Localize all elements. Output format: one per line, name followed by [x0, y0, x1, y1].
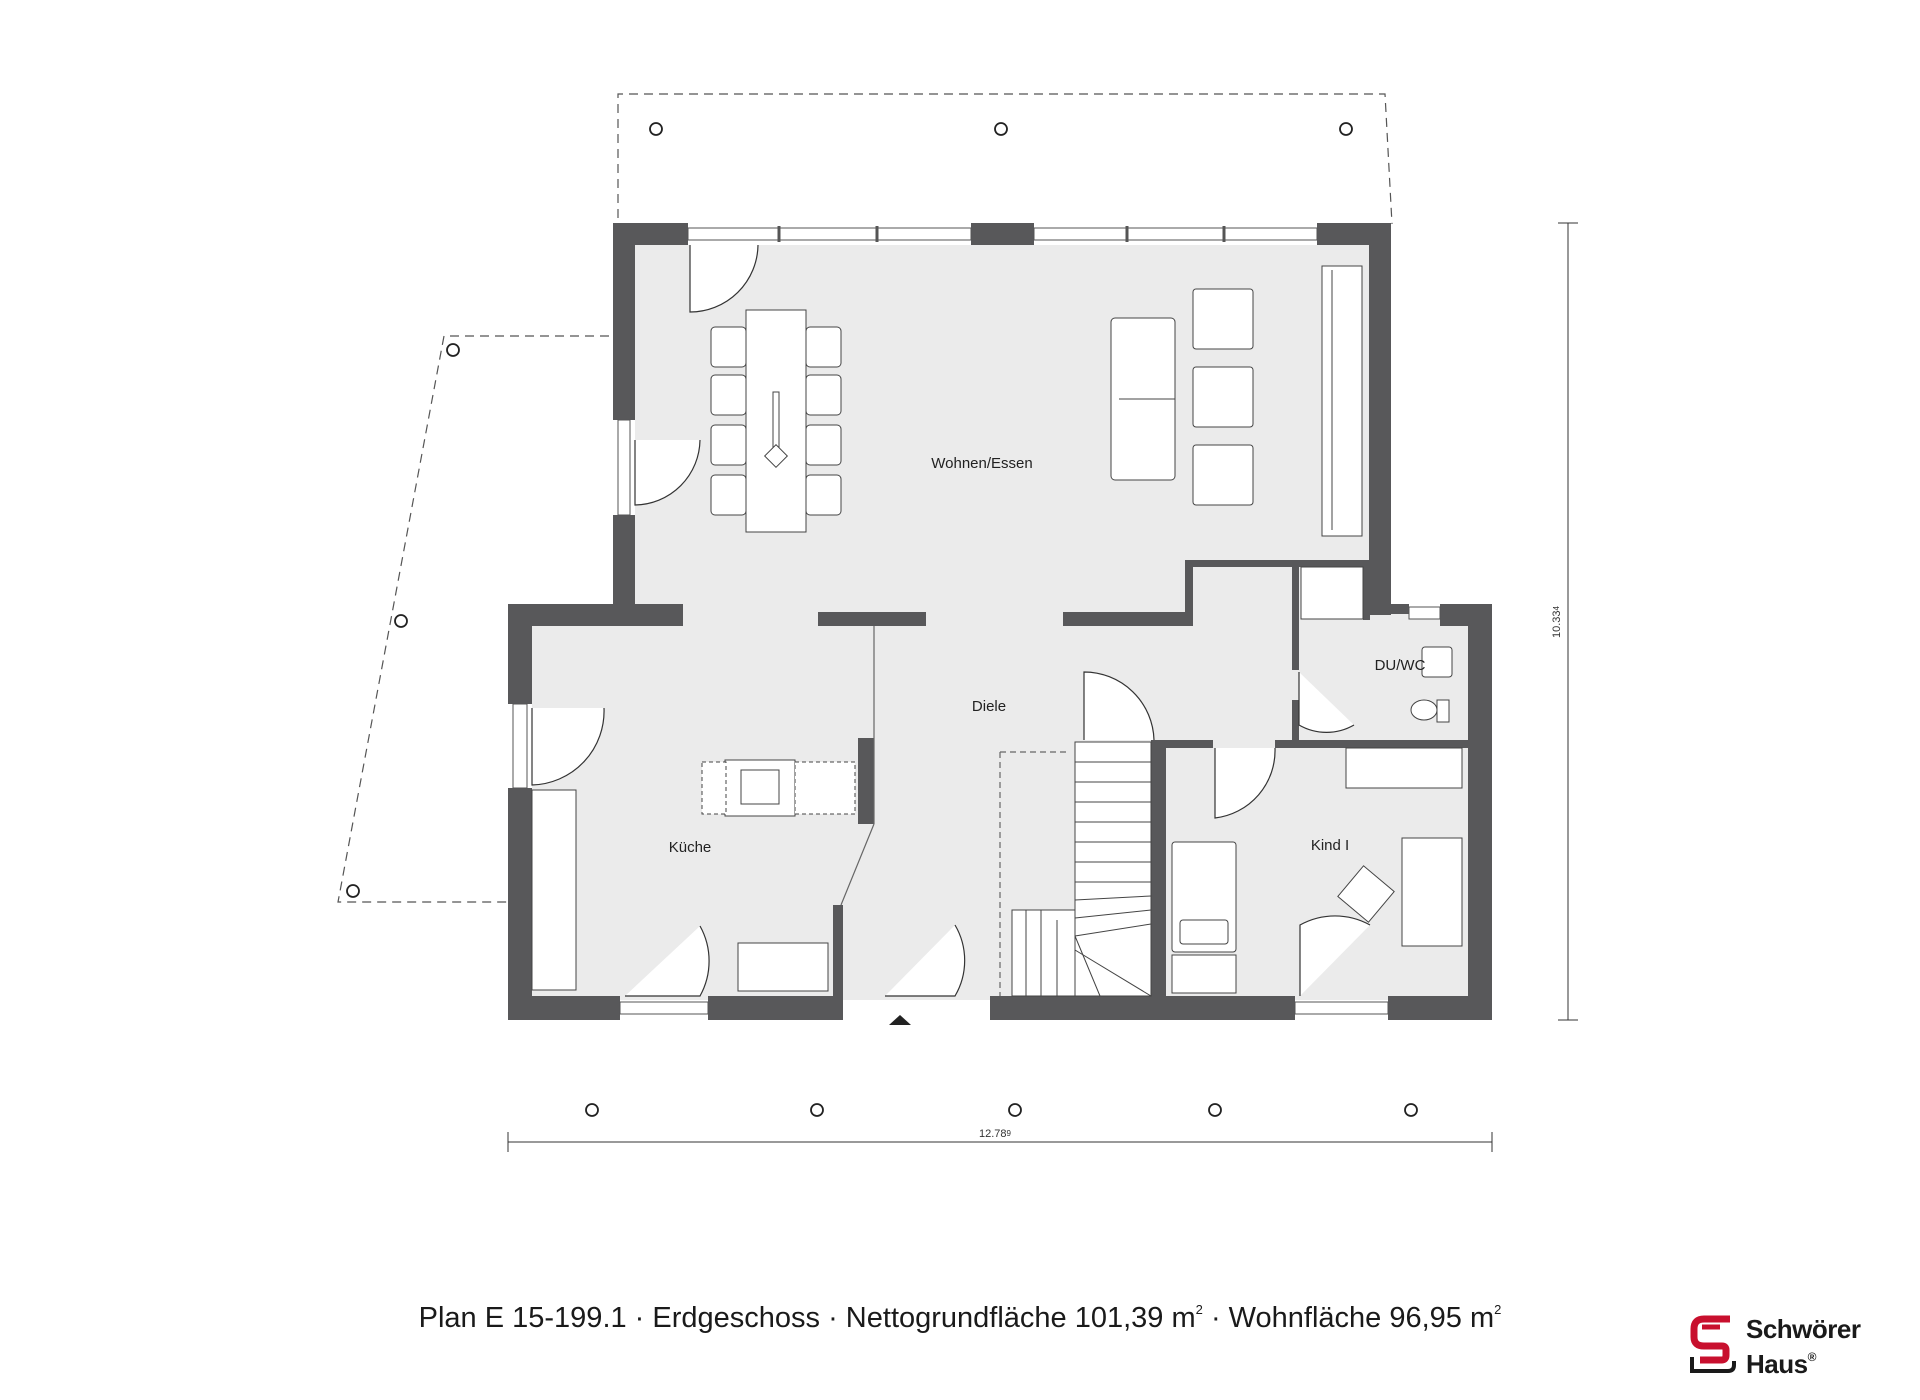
window: [1295, 1002, 1388, 1014]
post-circle: [811, 1104, 823, 1116]
north-terrace-outline: [618, 94, 1392, 233]
width-dimension-value: 12.78: [979, 1128, 1007, 1140]
chair: [711, 327, 746, 367]
chair: [711, 475, 746, 515]
room-label-kind-i: Kind I: [1310, 837, 1350, 854]
caption-text-1: Plan E 15-199.1 · Erdgeschoss · Nettogrundfläche 101,39 m: [418, 1302, 1196, 1334]
post-circle: [586, 1104, 598, 1116]
wall: [990, 996, 1295, 1020]
height-dimension-value: 10.33: [1551, 610, 1563, 638]
bar-stool: [702, 762, 726, 814]
wall: [1158, 740, 1213, 748]
room-label-du-wc: DU/WC: [1374, 657, 1426, 674]
counter: [532, 790, 576, 990]
chair: [711, 375, 746, 415]
height-dimension-sup: 4: [1552, 606, 1561, 611]
wall: [1275, 740, 1299, 748]
wall: [508, 788, 532, 1020]
wall: [613, 223, 635, 420]
logo-line-1: Schwörer: [1746, 1314, 1861, 1344]
wall: [1158, 740, 1166, 996]
wall: [971, 223, 1034, 245]
window: [1034, 228, 1317, 240]
wall: [1468, 604, 1492, 1020]
post-circle: [1009, 1104, 1021, 1116]
post-circle: [1209, 1104, 1221, 1116]
height-dimension-label: [1551, 605, 1563, 638]
wall: [1440, 604, 1492, 626]
desk: [1402, 838, 1462, 946]
wall: [1151, 740, 1159, 996]
wardrobe: [1346, 748, 1462, 788]
logo-line-2-wrap: [1746, 1343, 1861, 1378]
table-runner: [773, 392, 779, 450]
toilet-tank: [1437, 700, 1449, 722]
wall: [1363, 560, 1370, 620]
post-circle: [447, 344, 459, 356]
logo-line-2: Haus: [1746, 1349, 1808, 1379]
post-circle: [347, 885, 359, 897]
washbasin: [1422, 647, 1452, 677]
room-label-diele: Diele: [971, 698, 1007, 715]
wall: [1391, 604, 1409, 614]
bar-stool: [795, 762, 855, 814]
post-circle: [395, 615, 407, 627]
window: [513, 704, 527, 788]
wall: [1063, 612, 1188, 626]
wall: [1158, 740, 1166, 756]
caption-text-2: · Wohnfläche 96,95 m: [1202, 1302, 1495, 1334]
post-circle: [1405, 1104, 1417, 1116]
chair: [806, 475, 841, 515]
wall: [708, 996, 843, 1020]
wall: [508, 604, 683, 626]
shower-tray: [1301, 567, 1363, 619]
window: [688, 228, 971, 240]
wall: [1292, 560, 1299, 670]
wall: [833, 905, 843, 1000]
wall: [1299, 740, 1469, 748]
plan-caption: [0, 1302, 1920, 1335]
window: [618, 420, 630, 515]
post-circle: [1340, 123, 1352, 135]
wall: [613, 515, 635, 615]
stair-run: [1075, 742, 1151, 996]
logo-mark-icon: [1690, 1315, 1736, 1373]
window: [620, 1002, 708, 1014]
post-circle: [995, 123, 1007, 135]
width-dimension-label: [979, 1128, 1012, 1140]
island-hob: [741, 770, 779, 804]
room-label-wohnen-essen: Wohnen/Essen: [931, 455, 1033, 472]
chair: [711, 425, 746, 465]
wall: [818, 612, 926, 626]
logo-registered-mark: ®: [1807, 1350, 1816, 1364]
sideboard: [1322, 266, 1362, 536]
wall: [1369, 223, 1391, 615]
chair: [806, 327, 841, 367]
armchair: [1193, 289, 1253, 349]
caption-sup-2: 2: [1494, 1302, 1502, 1317]
room-label-kueche: Küche: [668, 839, 712, 856]
bed-pillow: [1180, 920, 1228, 944]
armchair: [1193, 445, 1253, 505]
chair: [806, 375, 841, 415]
chair: [806, 425, 841, 465]
stair-landing: [1012, 910, 1075, 996]
width-dimension-sup: 9: [1006, 1129, 1011, 1138]
post-circle: [650, 123, 662, 135]
toilet: [1411, 700, 1437, 720]
schwoerer-haus-logo: [1690, 1314, 1910, 1379]
logo-text: [1746, 1315, 1861, 1378]
sink-counter: [738, 943, 828, 991]
wall: [858, 738, 874, 824]
wall: [1185, 560, 1193, 626]
nightstand: [1172, 955, 1236, 993]
caption-sup-1: 2: [1195, 1302, 1203, 1317]
wall: [508, 604, 532, 704]
entrance-arrow-icon: [889, 1015, 911, 1025]
window: [1409, 607, 1440, 619]
wall: [1185, 560, 1370, 567]
wall: [508, 996, 620, 1020]
armchair: [1193, 367, 1253, 427]
